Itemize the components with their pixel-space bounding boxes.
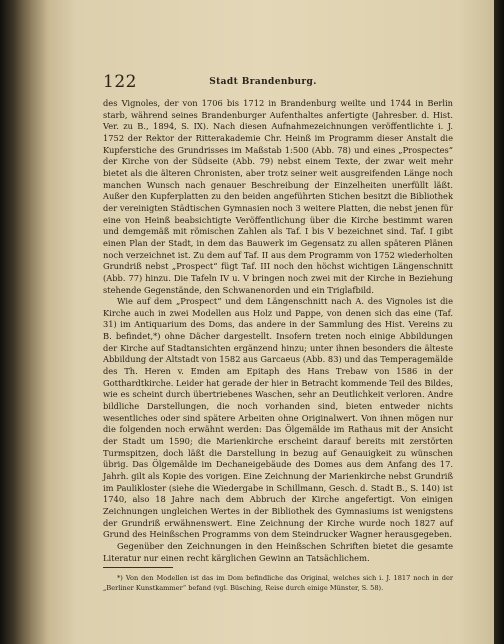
- page-edge-shadow: [494, 0, 504, 644]
- page-header: [103, 72, 423, 96]
- footnote-rule: [103, 567, 173, 568]
- paragraph-3: Gegenüber den Zeichnungen in den Heinßschen Schriften bietet die gesamte Literatur nur einen recht kärglichen Gewinn an Tatsächlichem.: [103, 540, 453, 563]
- body-text: [103, 98, 453, 564]
- book-spine: [0, 0, 30, 644]
- page-number: 122: [103, 72, 137, 92]
- paragraph-1: des Vignoles, der von 1706 bis 1712 in Brandenburg weilte und 1744 in Berlin starb, während seines Brandenburger Aufenthaltes anfertigte (Jahresber. d. Hist. Ver. zu B., 1894, S. IX). Nach diesen Aufnahmezeichnungen veröffentlichte i. J. 1752 der Rektor der Ritterakademie Chr. Heinß im Programm dieser Anstalt die Kupferstiche des Grundrisses im Maßstab 1:500 (Abb. 78) und eines „Prospectes“ der Kirche von der Südseite (Abb. 79) nebst einem Texte, der zwar weit mehr bietet als die älteren Chronisten, aber trotz seiner weit ausgreifenden Länge noch manchen Wunsch nach genauer Beschreibung der Einzelheiten unerfüllt läßt. Außer den Kupferplatten zu den beiden angeführten Stichen besitzt die Bibliothek der vereinigten Städtischen Gymnasien noch 3 weitere Platten, die nebst jenen für eine von Heinß beabsichtigte Veröffentlichung über die Kirche bestimmt waren und demgemäß mit römischen Zahlen als Taf. I bis V bezeichnet sind. Taf. I gibt einen Plan der Stadt, in dem das Bauwerk im Gegensatz zu allen späteren Plänen noch verzeichnet ist. Zu dem auf Taf. II aus dem Programm von 1752 wiederholten Grundriß nebst „Prospect“ fügt Taf. III noch den höchst wichtigen Längenschnitt (Abb. 77) hinzu. Die Tafeln IV u. V bringen noch zwei mit der Kirche in Beziehung stehende Gegenstände, den Schwanenorden und ein Triglafbild.: [103, 98, 453, 295]
- paragraph-2: Wie auf dem „Prospect“ und dem Längenschnitt nach A. des Vignoles ist die Kirche auch in zwei Modellen aus Holz und Pappe, von denen sich das eine (Taf. 31) im Antiquarium des Doms, das andere in der Sammlung des Hist. Vereins zu B. befindet,*) ohne Dächer dargestellt. Insofern treten noch einige Abbildungen der Kirche auf Stadtansichten ergänzend hinzu; unter ihnen besonders die älteste Abbildung der Altstadt von 1582 aus Garcaeus (Abb. 83) und das Temperagemälde des Th. Heren v. Emden am Epitaph des Hans Trebaw von 1586 in der Gotthardtkirche. Leider hat gerade der hier in Betracht kommende Teil des Bildes, wie es scheint durch übertriebenes Waschen, sehr an Deutlichkeit verloren. Andre bildliche Darstellungen, die noch vorhanden sind, bieten entweder nichts wesentliches oder sind spätere Arbeiten ohne Originalwert. Von ihnen mögen nur die folgenden noch erwähnt werden: Das Ölgemälde im Rathaus mit der Ansicht der Stadt um 1590; die Marienkirche erscheint darauf bereits mit zerstörten Turmspitzen, doch läßt die Darstellung in bezug auf Genauigkeit zu wünschen übrig. Das Ölgemälde im Dechaneigebäude des Domes aus dem Anfang des 17. Jahrh. gilt als Kopie des vorigen. Eine Zeichnung der Marienkirche nebst Grundriß im Paulikloster (siehe die Wiedergabe in Schillmann, Gesch. d. Stadt B., S. 140) ist 1740, also 18 Jahre nach dem Abbruch der Kirche angefertigt. Von einigen Zeichnungen ungleichen Wertes in der Bibliothek des Gymnasiums ist wenigstens der Grundriß erwähnenswert. Eine Zeichnung der Kirche wurde noch 1827 auf Grund des Heinßschen Programms von dem Steindrucker Wagner herausgegeben.: [103, 296, 453, 540]
- footnote: *) Von den Modellen ist das im Dom befindliche das Original, welches sich i. J. 1817 noch in der „Berliner Kunstkammer“ befand (vgl. Büsching, Reise durch einige Münster, S. 58).: [103, 574, 453, 592]
- running-title: Stadt Brandenburg.: [209, 77, 317, 87]
